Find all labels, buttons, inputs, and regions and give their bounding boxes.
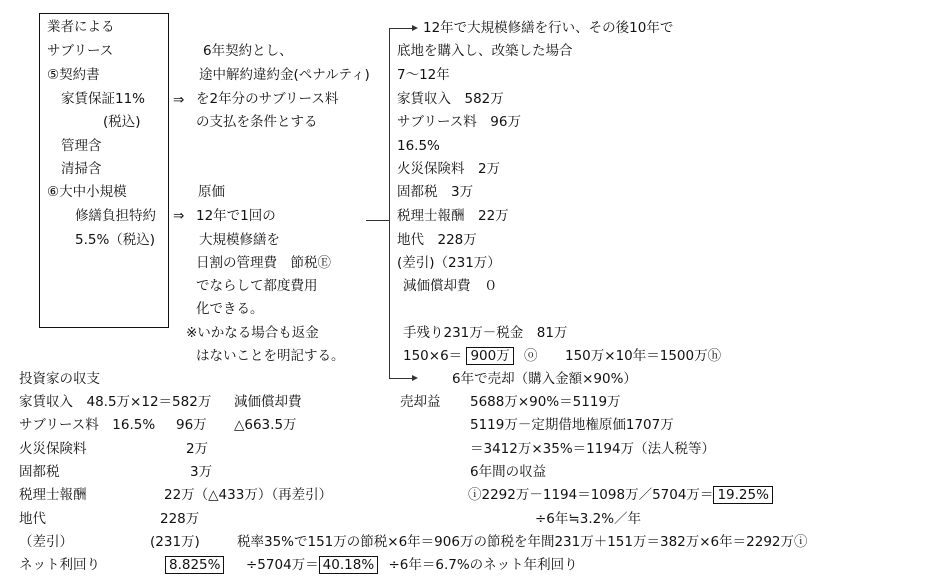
middle-line: 大規模修繕を [199, 232, 280, 248]
sublease-value: 96万 [176, 417, 207, 433]
depreciation-label: 減価償却費 [234, 394, 302, 410]
arrow-head-icon [412, 375, 418, 381]
right-line: 7〜12年 [397, 67, 450, 83]
net-yield-calc [246, 556, 578, 574]
right-line: 底地を購入し、改築した場合 [397, 43, 573, 59]
left-box-line: ⑤契約書 [47, 67, 100, 83]
calc-rest: 150万×10年＝1500万ⓗ [565, 348, 722, 364]
sale-calc-sub: ÷6年≒3.2%／年 [535, 511, 642, 527]
left-box-line: (税込) [103, 114, 141, 130]
section-title: 投資家の収支 [19, 371, 100, 387]
net-value: (231万) [150, 534, 200, 550]
right-line: 税理士報酬 22万 [397, 208, 509, 224]
sale-calc [468, 486, 773, 504]
middle-line: 日割の管理費 節税Ⓔ [196, 255, 331, 271]
right-line: サブリース料 96万 [397, 114, 521, 130]
net-yield-label: ネット利回り [19, 557, 100, 573]
middle-line: ※いかなる場合も返金 [186, 325, 319, 341]
calc-row [403, 347, 538, 365]
middle-line: でならして都度費用 [196, 278, 318, 294]
sell-note: 6年で売却（購入金額×90%） [452, 371, 637, 387]
net-label: （差引） [19, 534, 73, 550]
net-yield-end: ÷6年＝6.7%のネット年利回り [388, 557, 578, 573]
sale-label: 売却益 [400, 394, 441, 410]
middle-line: 原価 [198, 184, 225, 200]
calc-boxed-value: 900万 [466, 347, 513, 365]
left-box-line: 修繕負担特約 [75, 208, 156, 224]
right-line: 火災保険料 2万 [397, 161, 501, 177]
tax-label: 固都税 [19, 464, 60, 480]
right-line: 手残り231万－税金 81万 [403, 325, 568, 341]
income-label: 家賃収入 48.5万×12＝582万 [19, 394, 212, 410]
left-box-line: サブリース [47, 43, 114, 59]
right-line: 地代 228万 [397, 232, 477, 248]
middle-line: 途中解約違約金(ペナルティ) [199, 67, 370, 83]
rent-value: 228万 [160, 511, 200, 527]
connector-horizontal [366, 220, 390, 221]
arrow-head-icon [412, 25, 418, 31]
left-box-line: ⑥大中小規模 [47, 184, 127, 200]
right-line: 減価償却費 ０ [403, 278, 498, 294]
sale-line: 6年間の収益 [470, 464, 547, 480]
arrow-right-icon: ⇒ [173, 208, 185, 224]
middle-line: 6年契約とし、 [203, 43, 293, 59]
connector-top [389, 28, 413, 29]
depreciation-value: △663.5万 [234, 417, 297, 433]
arrow-right-icon: ⇒ [173, 92, 185, 108]
net-yield-result: 40.18% [319, 556, 378, 574]
left-box-line: 5.5%（税込) [75, 232, 156, 248]
left-box-line: 管理含 [61, 138, 102, 154]
middle-line: 化できる。 [196, 301, 264, 317]
sublease-label: サブリース料 16.5% [19, 417, 156, 433]
connector-vertical [389, 28, 390, 379]
right-line: 12年で大規模修繕を行い、その後10年で [423, 20, 674, 36]
right-line: 家賃収入 582万 [397, 91, 504, 107]
sale-line: 5688万×90%＝5119万 [470, 394, 621, 410]
insurance-value: 2万 [186, 441, 209, 457]
right-line: (差引)（231万） [397, 255, 501, 271]
sale-line: 5119万－定期借地権原価1707万 [470, 417, 674, 433]
net-yield-boxed: 8.825% [165, 556, 224, 574]
net-yield-value [165, 556, 224, 574]
right-line: 固都税 3万 [397, 184, 474, 200]
tax-saving-note: 税率35%で151万の節税×6年＝906万の節税を年間231万＋151万＝382万×6年＝2292万ⓘ [237, 534, 808, 550]
sale-calc-boxed: 19.25% [713, 486, 772, 504]
tax-value: 3万 [190, 464, 213, 480]
connector-bottom [389, 378, 413, 379]
right-line: 16.5% [397, 138, 440, 154]
calc-prefix: 150×6＝ [403, 348, 463, 364]
middle-line: を2年分のサブリース料 [196, 91, 339, 107]
middle-line: 12年で1回の [196, 208, 276, 224]
middle-line: はないことを明記する。 [196, 348, 345, 364]
net-yield-mid: ÷5704万＝ [246, 557, 319, 573]
accountant-value: 22万（△433万）（再差引） [164, 487, 333, 503]
middle-line: の支払を条件とする [196, 114, 318, 130]
calc-mark: ⓞ [524, 348, 538, 364]
lease-terms-box [39, 13, 169, 328]
accountant-label: 税理士報酬 [19, 487, 87, 503]
left-box-line: 清掃含 [61, 161, 102, 177]
sale-line: ＝3412万×35%＝1194万（法人税等） [470, 441, 716, 457]
left-box-line: 家賃保証11% [61, 91, 146, 107]
sale-calc-prefix: ⓘ2292万－1194＝1098万／5704万＝ [468, 487, 714, 503]
insurance-label: 火災保険料 [19, 441, 87, 457]
rent-label: 地代 [19, 511, 46, 527]
left-box-line: 業者による [47, 19, 115, 35]
